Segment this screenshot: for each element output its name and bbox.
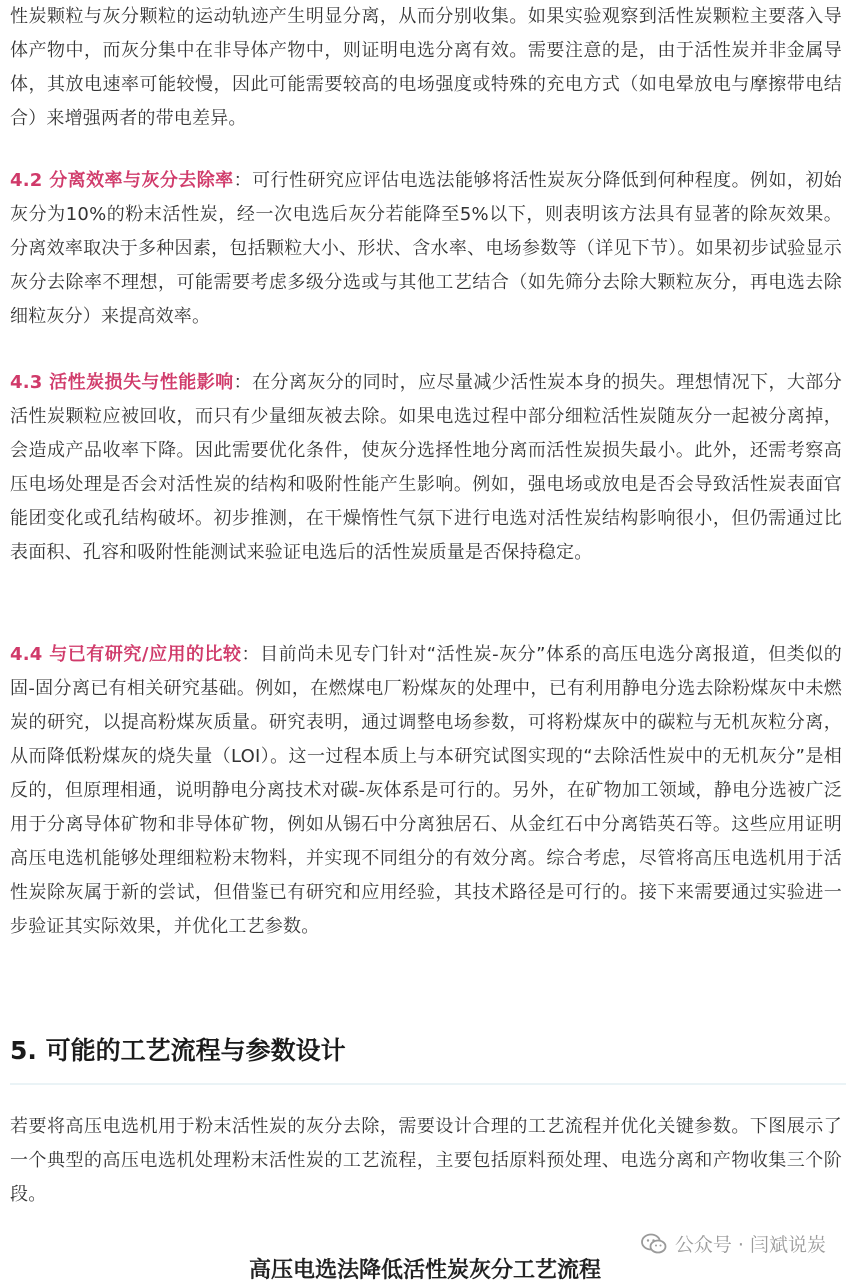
paragraph-4-2 xyxy=(10,164,842,334)
watermark-text: 公众号 · 闫斌说炭 xyxy=(674,1234,826,1256)
section-divider xyxy=(10,1083,846,1085)
subsection-label-4-3: 4.3 活性炭损失与性能影响 xyxy=(10,372,234,393)
paragraph-continuation: 性炭颗粒与灰分颗粒的运动轨迹产生明显分离，从而分别收集。如果实验观察到活性炭颗粒主要落入导体产物中，而灰分集中在非导体产物中，则证明电选分离有效。需要注意的是，由于活性炭并非金属导体，其放电速率可能较慢，因此可能需要较高的电场强度或特殊的充电方式（如电晕放电与摩擦带电结合）来增强两者的带电差异。 xyxy=(10,6,842,129)
paragraph-intro: 若要将高压电选机用于粉末活性炭的灰分去除，需要设计合理的工艺流程并优化关键参数。下图展示了一个典型的高压电选机处理粉末活性炭的工艺流程，主要包括原料预处理、电选分离和产物收集三个阶段。 xyxy=(10,1116,842,1205)
paragraph-text: 目前尚未见专门针对“活性炭-灰分”体系的高压电选分离报道，但类似的固-固分离已有相关研究基础。例如，在燃煤电厂粉煤灰的处理中，已有利用静电分选去除粉煤灰中未燃炭的研究，以提高粉煤灰质量。研究表明，通过调整电场参数，可将粉煤灰中的碳粒与无机灰粒分离，从而降低粉煤灰的烧失量（LOI）。这一过程本质上与本研究试图实现的“去除活性炭中的无机灰分”是相反的，但原理相通，说明静电分离技术对碳-灰体系是可行的。另外，在矿物加工领域，静电分选被广泛用于分离导体矿物和非导体矿物，例如从锡石中分离独居石、从金红石中分离锆英石等。这些应用证明高压电选机能够处理细粒粉末物料，并实现不同组分的有效分离。综合考虑，尽管将高压电选机用于活性炭除灰属于新的尝试，但借鉴已有研究和应用经验，其技术路径是可行的。接下来需要通过实验进一步验证其实际效果，并优化工艺参数。 xyxy=(10,644,842,937)
paragraph-4-3 xyxy=(10,366,842,570)
subsection-label-4-2: 4.2 分离效率与灰分去除率 xyxy=(10,170,234,191)
watermark xyxy=(641,1230,826,1257)
label-colon: ： xyxy=(233,170,253,191)
figure-title: 高压电选法降低活性炭灰分工艺流程 xyxy=(248,1258,601,1283)
section-heading-5: 5. 可能的工艺流程与参数设计 xyxy=(10,1036,346,1065)
subsection-label-4-4: 4.4 与已有研究/应用的比较 xyxy=(10,644,242,665)
paragraph-text: 可行性研究应评估电选法能够将活性炭灰分降低到何种程度。例如，初始灰分为10%的粉末活性炭，经一次电选后灰分若能降至5%以下，则表明该方法具有显著的除灰效果。分离效率取决于多种因素，包括颗粒大小、形状、含水率、电场参数等（详见下节）。如果初步试验显示灰分去除率不理想，可能需要考虑多级分选或与其他工艺结合（如先筛分去除大颗粒灰分，再电选去除细粒灰分）来提高效率。 xyxy=(10,170,842,327)
paragraph-4-4 xyxy=(10,638,842,944)
wechat-icon xyxy=(641,1233,667,1255)
paragraph-text: 在分离灰分的同时，应尽量减少活性炭本身的损失。理想情况下，大部分活性炭颗粒应被回收，而只有少量细灰被去除。如果电选过程中部分细粒活性炭随灰分一起被分离掉，会造成产品收率下降。因此需要优化条件，使灰分选择性地分离而活性炭损失最小。此外，还需考察高压电场处理是否会对活性炭的结构和吸附性能产生影响。例如，强电场或放电是否会导致活性炭表面官能团变化或孔结构破坏。初步推测，在干燥惰性气氛下进行电选对活性炭结构影响很小，但仍需通过比表面积、孔容和吸附性能测试来验证电选后的活性炭质量是否保持稳定。 xyxy=(10,372,842,563)
label-colon: ： xyxy=(241,644,261,665)
label-colon: ： xyxy=(233,372,253,393)
